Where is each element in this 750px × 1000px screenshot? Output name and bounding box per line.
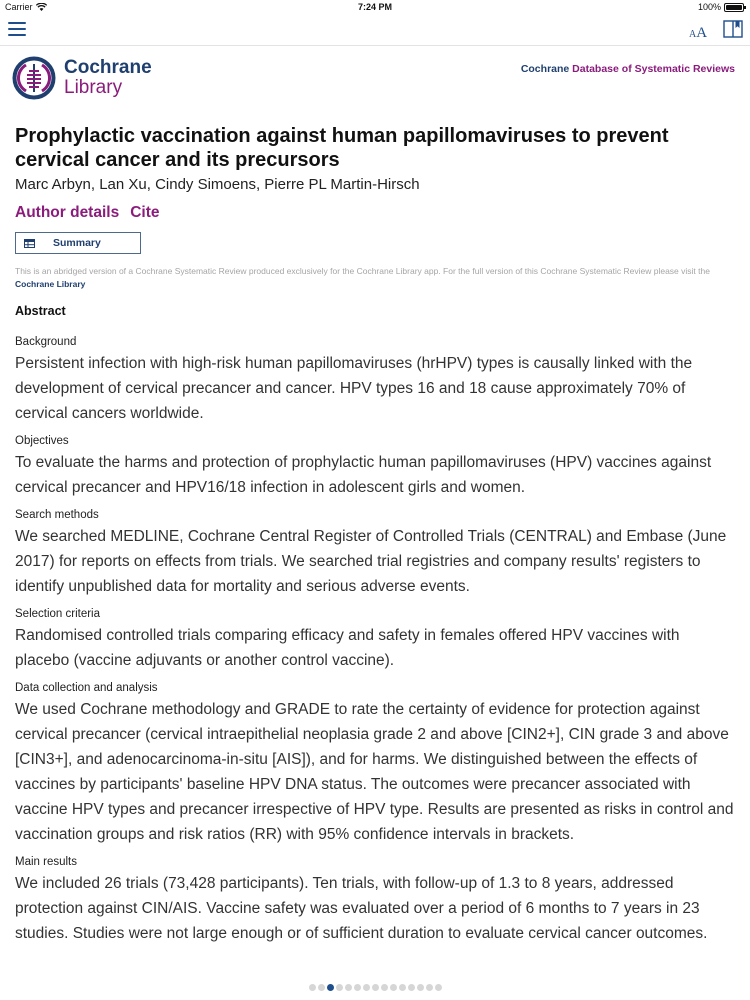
page-dot[interactable] — [417, 984, 424, 991]
database-name — [521, 63, 735, 75]
page-dot[interactable] — [408, 984, 415, 991]
text-size-small-glyph: A — [689, 29, 697, 40]
abstract-section-search-methods — [15, 508, 737, 599]
section-body: Persistent infection with high-risk human papillomaviruses (hrHPV) types is causally linked with the development of cervical precancer and cancer. HPV types 16 and 18 cause approximately 70% of cervical cancers worldwide. — [15, 355, 693, 422]
section-body: We searched MEDLINE, Cochrane Central Register of Controlled Trials (CENTRAL) and Embase (June 2017) for reports on effects from trials. We searched trial registries and company results' registers to identify unpublished data for mortality and serious adverse events. — [15, 528, 727, 595]
book-icon[interactable] — [723, 20, 743, 38]
battery-icon — [724, 3, 744, 12]
section-body: To evaluate the harms and protection of prophylactic human papillomaviruses (HPV) vaccines against cervical precancer and HPV16/18 infection in adolescent girls and women. — [15, 454, 712, 496]
page-dot[interactable] — [345, 984, 352, 991]
database-name-part-1: Cochrane — [520, 63, 570, 75]
page-dot[interactable] — [354, 984, 361, 991]
section-body: We included 26 trials (73,428 participants). Ten trials, with follow-up of 1.3 to 8 years, addressed protection against CIN/AIS. Vaccine safety was evaluated over a period of 6 months to 7 years in 23 studies. Studies were not large enough or of sufficient duration to evaluate cervical cancer outcomes. — [15, 875, 708, 942]
page-dot[interactable] — [435, 984, 442, 991]
abridged-notice-text: This is an abridged version of a Cochrane Systematic Review produced exclusively for the Cochrane Library app. For the full version of this Cochrane Systematic Review please visit the — [15, 266, 710, 276]
abridged-notice — [15, 265, 737, 291]
summary-button-label: Summary — [53, 237, 101, 249]
cochrane-library-link[interactable]: Cochrane Library — [15, 279, 86, 289]
page-dot[interactable] — [327, 984, 334, 991]
page-dot[interactable] — [399, 984, 406, 991]
battery-indicator — [698, 2, 744, 12]
text-size-button[interactable] — [689, 24, 707, 42]
article-authors: Marc Arbyn, Lan Xu, Cindy Simoens, Pierre PL Martin-Hirsch — [15, 176, 420, 193]
page-dot[interactable] — [381, 984, 388, 991]
summary-button[interactable] — [15, 232, 141, 254]
article-links — [15, 204, 737, 222]
cochrane-library-logo[interactable] — [12, 56, 152, 100]
page-dot[interactable] — [336, 984, 343, 991]
text-size-big-glyph: A — [696, 25, 708, 41]
page-dot[interactable] — [318, 984, 325, 991]
cochrane-logo-icon — [12, 56, 56, 100]
section-body: We used Cochrane methodology and GRADE to rate the certainty of evidence for protection against cervical precancer (cervical intraepithelial neoplasia grade 2 and above [CIN2+], CIN grade 3 and above [CIN3+], and adenocarcinoma-in-situ [AIS]), and for harms. We distinguished between the effects of vaccines by participants' baseline HPV DNA status. The outcomes were precancer associated with vaccine HPV types and precancer irrespective of HPV type. Results are presented as risks in control and vaccination groups and risk ratios (RR) with 95% confidence intervals in brackets. — [15, 701, 734, 843]
section-body: Randomised controlled trials comparing efficacy and safety in females offered HPV vaccines with placebo (vaccine adjuvants or another control vaccine). — [15, 627, 680, 669]
database-name-part-2: Database of Systematic Reviews — [572, 63, 735, 75]
page-dot[interactable] — [363, 984, 370, 991]
section-heading: Background — [15, 336, 77, 348]
table-icon — [24, 239, 35, 248]
abstract-section-selection-criteria — [15, 607, 737, 673]
abstract-section-objectives — [15, 434, 737, 500]
top-toolbar — [0, 16, 750, 46]
section-heading: Objectives — [15, 435, 69, 447]
status-bar — [0, 0, 750, 16]
abstract-section-data-collection — [15, 681, 737, 847]
logo-wordmark — [64, 58, 152, 98]
logo-line-2: Library — [64, 77, 123, 98]
clock: 7:24 PM — [357, 2, 392, 12]
page-dot[interactable] — [309, 984, 316, 991]
page-dot[interactable] — [390, 984, 397, 991]
article-title: Prophylactic vaccination against human papillomaviruses to prevent cervical cancer and its precursors — [15, 125, 669, 171]
section-heading: Search methods — [15, 509, 99, 521]
abstract-section-background — [15, 335, 737, 426]
cite-link[interactable]: Cite — [130, 204, 160, 221]
page-dot[interactable] — [372, 984, 379, 991]
carrier-label: Carrier — [5, 2, 33, 12]
section-heading: Main results — [15, 856, 77, 868]
abstract-section-main-results — [15, 855, 737, 946]
abstract-heading: Abstract — [15, 304, 66, 318]
hamburger-icon[interactable] — [8, 22, 26, 36]
page-dot[interactable] — [426, 984, 433, 991]
author-details-link[interactable]: Author details — [15, 204, 120, 221]
section-heading: Data collection and analysis — [15, 682, 158, 694]
article-content — [15, 124, 737, 946]
section-heading: Selection criteria — [15, 608, 101, 620]
logo-line-1: Cochrane — [64, 57, 152, 78]
battery-percent: 100% — [697, 2, 721, 12]
page-indicator[interactable] — [0, 984, 750, 991]
